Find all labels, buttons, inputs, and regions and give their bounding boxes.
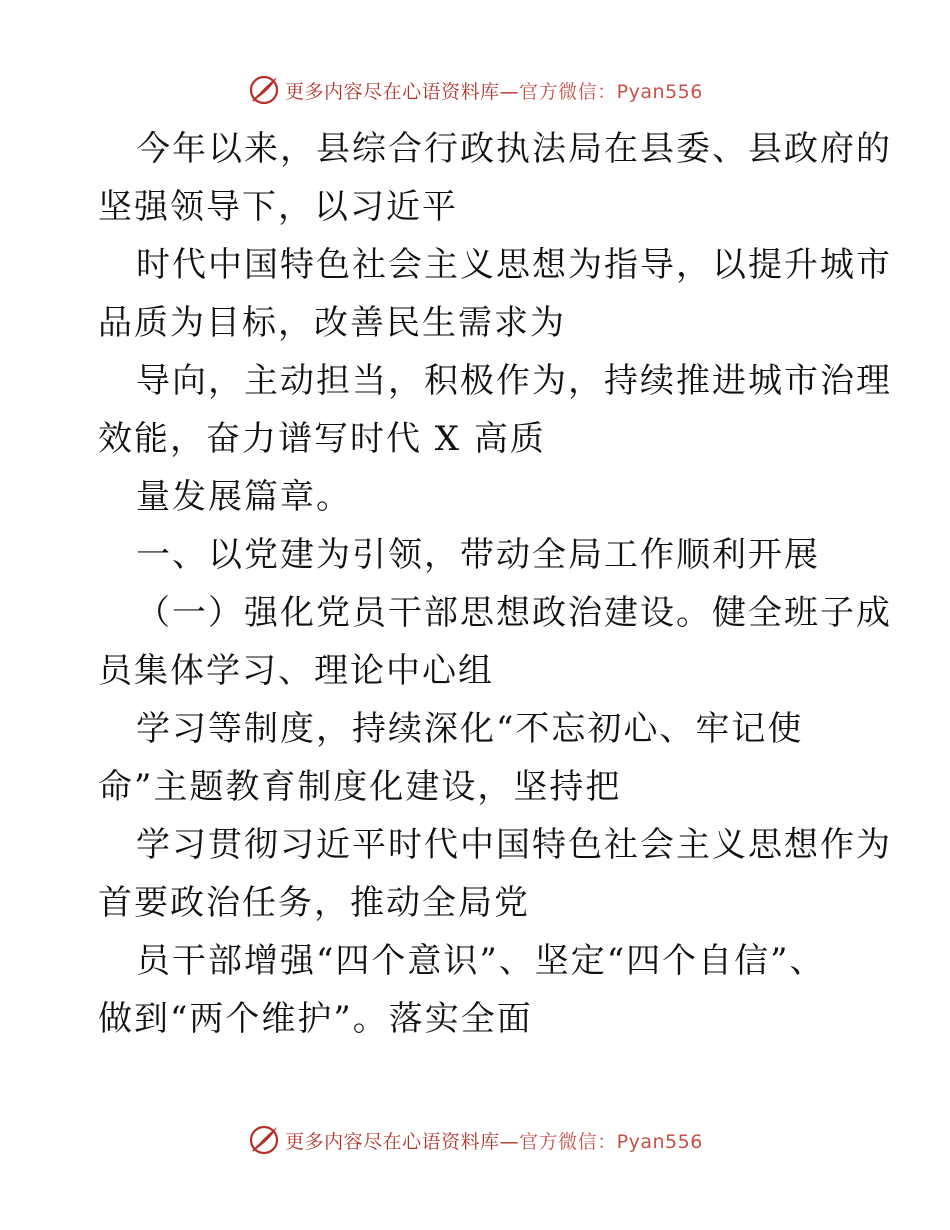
body-line: 首要政治任务，推动全局党 [98, 883, 530, 923]
body-line: 导向，主动担当，积极作为，持续推进城市治理 [136, 361, 892, 401]
body-line: 今年以来，县综合行政执法局在县委、县政府的 [136, 129, 892, 169]
banner-separator: — [499, 1130, 520, 1153]
body-line: 学习等制度，持续深化“不忘初心、牢记使 [136, 709, 804, 749]
quill-logo-icon [247, 1123, 281, 1157]
banner-contact-text: 官方微信：Pyan556 [519, 1130, 703, 1153]
section-heading: 一、以党建为引领，带动全局工作顺利开展 [136, 535, 820, 575]
banner-separator: — [499, 80, 520, 103]
body-line: 效能，奋力谱写时代 X 高质 [98, 419, 546, 459]
banner-site-text: 更多内容尽在心语资料库 [285, 80, 500, 103]
body-line: 学习贯彻习近平时代中国特色社会主义思想作为 [136, 825, 892, 865]
body-line: 坚强领导下，以习近平 [98, 187, 458, 227]
body-line: 做到“两个维护”。落实全面 [98, 999, 533, 1039]
footer-watermark-banner [0, 1120, 950, 1160]
quill-logo-icon [247, 73, 281, 107]
header-watermark-banner [0, 70, 950, 110]
body-line: 命”主题教育制度化建设，坚持把 [98, 767, 622, 807]
body-line: 量发展篇章。 [136, 477, 352, 517]
banner-text [285, 77, 703, 104]
banner-site-text: 更多内容尽在心语资料库 [285, 1130, 500, 1153]
subsection-heading-line: （一）强化党员干部思想政治建设。健全班子成 [136, 593, 892, 633]
body-line: 员集体学习、理论中心组 [98, 651, 494, 691]
body-line: 品质为目标，改善民生需求为 [98, 303, 566, 343]
body-line: 员干部增强“四个意识”、坚定“四个自信”、 [136, 941, 826, 981]
body-line: 时代中国特色社会主义思想为指导，以提升城市 [136, 245, 892, 285]
banner-text [285, 1127, 703, 1154]
document-body [98, 120, 892, 1048]
banner-contact-text: 官方微信：Pyan556 [519, 80, 703, 103]
